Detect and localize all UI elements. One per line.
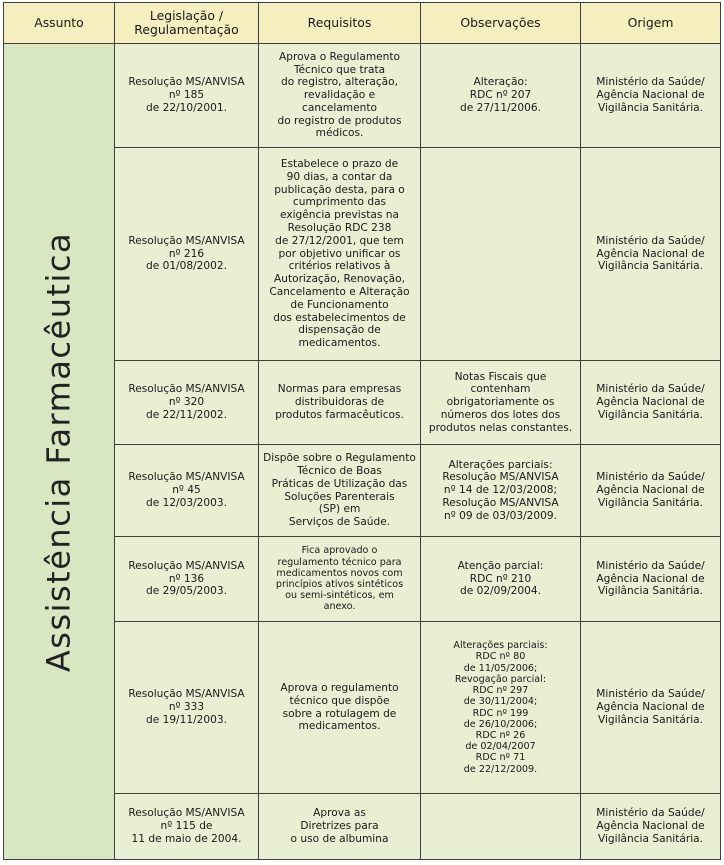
legislation-table: [3, 2, 721, 860]
requisitos-cell: Estabelece o prazo de 90 dias, a contar da publicação desta, para o cumprimento das exigência previstas na Resolução RDC 238 de 27/12/2001, que tem por objetivo unificar os critérios relativos à Autorização, Renovação, Cancelamento e Alteração de Funcionamento dos estabelecimentos de dispensação de medicamentos.: [259, 148, 421, 361]
observacoes-cell: Notas Fiscais que contenham obrigatoriamente os números dos lotes dos produtos nelas constantes.: [421, 361, 581, 445]
legislacao-cell: Resolução MS/ANVISA nº 333 de 19/11/2003.: [115, 622, 259, 794]
table-header-row: [4, 3, 721, 44]
header-requisitos: Requisitos: [259, 3, 421, 44]
subject-label: Assistência Farmacêutica: [39, 231, 78, 672]
origem-cell: Ministério da Saúde/ Agência Nacional de Vigilância Sanitária.: [581, 622, 721, 794]
header-legislacao: Legislação / Regulamentação: [115, 3, 259, 44]
header-observacoes: Observações: [421, 3, 581, 44]
requisitos-cell: Aprova o regulamento técnico que dispõe sobre a rotulagem de medicamentos.: [259, 622, 421, 794]
header-origem: Origem: [581, 3, 721, 44]
legislacao-cell: Resolução MS/ANVISA nº 136 de 29/05/2003.: [115, 537, 259, 622]
origem-cell: Ministério da Saúde/ Agência Nacional de Vigilância Sanitária.: [581, 445, 721, 537]
origem-cell: Ministério da Saúde/ Agência Nacional de Vigilância Sanitária.: [581, 148, 721, 361]
legislacao-cell: Resolução MS/ANVISA nº 320 de 22/11/2002.: [115, 361, 259, 445]
observacoes-cell: Alterações parciais: RDC nº 80 de 11/05/2006; Revogação parcial: RDC nº 297 de 30/11/2004; RDC nº 199 de 26/10/2006; RDC nº 26 de 02/04/2007 RDC nº 71 de 22/12/2009.: [421, 622, 581, 794]
legislacao-cell: Resolução MS/ANVISA nº 185 de 22/10/2001.: [115, 44, 259, 148]
requisitos-cell: Fica aprovado o regulamento técnico para medicamentos novos com princípios ativos sintéticos ou semi-sintéticos, em anexo.: [259, 537, 421, 622]
header-assunto: Assunto: [4, 3, 115, 44]
legislacao-cell: Resolução MS/ANVISA nº 216 de 01/08/2002.: [115, 148, 259, 361]
observacoes-cell: Alteração: RDC nº 207 de 27/11/2006.: [421, 44, 581, 148]
requisitos-cell: Normas para empresas distribuidoras de produtos farmacêuticos.: [259, 361, 421, 445]
origem-cell: Ministério da Saúde/ Agência Nacional de Vigilância Sanitária.: [581, 361, 721, 445]
observacoes-cell: Alterações parciais: Resolução MS/ANVISA nº 14 de 12/03/2008; Resolução MS/ANVISA nº 09 de 03/03/2009.: [421, 445, 581, 537]
origem-cell: Ministério da Saúde/ Agência Nacional de Vigilância Sanitária.: [581, 794, 721, 860]
observacoes-cell: [421, 794, 581, 860]
origem-cell: Ministério da Saúde/ Agência Nacional de Vigilância Sanitária.: [581, 537, 721, 622]
requisitos-cell: Aprova o Regulamento Técnico que trata do registro, alteração, revalidação e cancelamento do registro de produtos médicos.: [259, 44, 421, 148]
requisitos-cell: Aprova as Diretrizes para o uso de albumina: [259, 794, 421, 860]
subject-cell: [4, 44, 115, 860]
legislacao-cell: Resolução MS/ANVISA nº 45 de 12/03/2003.: [115, 445, 259, 537]
legislation-table-container: [3, 2, 721, 860]
observacoes-cell: Atenção parcial: RDC nº 210 de 02/09/2004.: [421, 537, 581, 622]
table-row: [4, 44, 721, 148]
observacoes-cell: [421, 148, 581, 361]
origem-cell: Ministério da Saúde/ Agência Nacional de Vigilância Sanitária.: [581, 44, 721, 148]
requisitos-cell: Dispõe sobre o Regulamento Técnico de Boas Práticas de Utilização das Soluções Parenterais (SP) em Serviços de Saúde.: [259, 445, 421, 537]
legislacao-cell: Resolução MS/ANVISA nº 115 de 11 de maio de 2004.: [115, 794, 259, 860]
